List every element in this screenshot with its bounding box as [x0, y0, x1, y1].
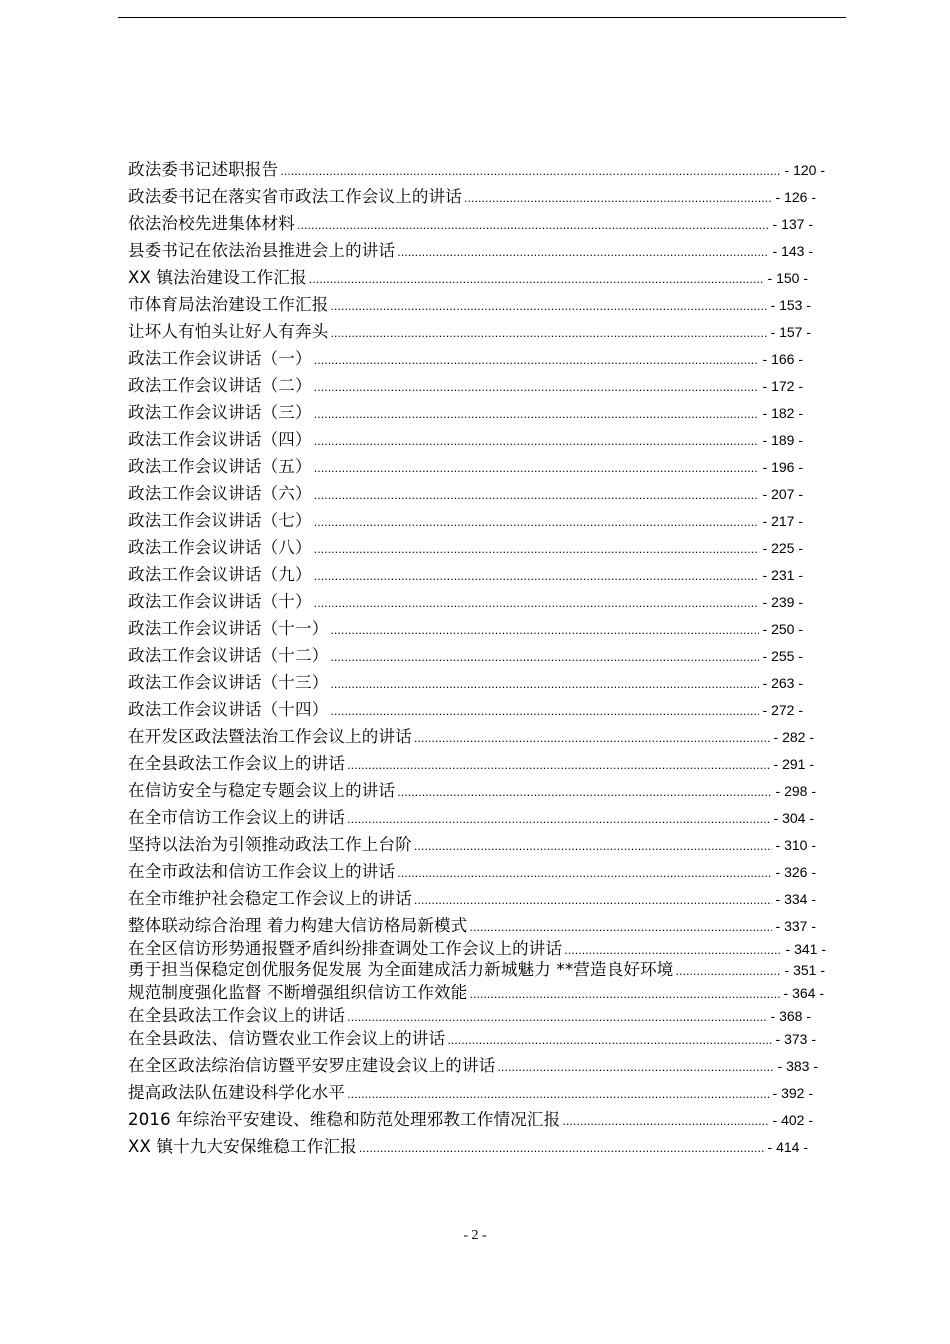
- toc-entry[interactable]: [128, 239, 813, 263]
- toc-entry-page: - 351 -: [784, 962, 825, 978]
- toc-entry-page: - 250 -: [762, 621, 803, 637]
- toc-dot-leader: [414, 727, 770, 751]
- toc-entry-title: 2016 年综治平安建设、维稳和防范处理邪教工作情况汇报: [128, 1110, 561, 1129]
- toc-entry-title: 在全县政法工作会议上的讲话: [128, 1006, 346, 1025]
- toc-entry-title: 让坏人有怕头让好人有奔头: [128, 322, 329, 341]
- toc-entry[interactable]: [128, 212, 813, 236]
- toc-entry-page: - 207 -: [762, 486, 803, 502]
- toc-entry[interactable]: [128, 509, 803, 533]
- toc-entry[interactable]: [128, 374, 803, 398]
- toc-entry-title: 坚持以法治为引领推动政法工作上台阶: [128, 835, 412, 854]
- toc-entry-page: - 255 -: [762, 648, 803, 664]
- toc-entry-title: 在全区信访形势通报暨矛盾纠纷排查调处工作会议上的讲话: [128, 939, 563, 958]
- toc-entry-title: 县委书记在依法治县推进会上的讲话: [128, 241, 396, 260]
- toc-dot-leader: [314, 538, 759, 562]
- toc-dot-leader: [309, 268, 764, 292]
- toc-dot-leader: [347, 808, 769, 832]
- toc-dot-leader: [314, 403, 759, 427]
- toc-entry-title: 政法工作会议讲话（五）: [128, 457, 312, 476]
- toc-entry-title: 整体联动综合治理 着力构建大信访格局新模式: [128, 916, 468, 935]
- toc-entry[interactable]: [128, 293, 811, 317]
- toc-entry-title: 政法委书记在落实省市政法工作会议上的讲话: [128, 187, 462, 206]
- toc-entry-title: XX 镇法治建设工作汇报: [128, 268, 307, 287]
- toc-dot-leader: [330, 673, 758, 697]
- toc-entry[interactable]: [128, 644, 803, 668]
- toc-dot-leader: [347, 1083, 768, 1107]
- toc-dot-leader: [359, 1137, 764, 1161]
- toc-entry-page: - 414 -: [767, 1139, 808, 1155]
- toc-dot-leader: [297, 214, 769, 238]
- toc-entry-title: 在全市维护社会稳定工作会议上的讲话: [128, 889, 412, 908]
- toc-entry[interactable]: [128, 320, 811, 344]
- toc-entry[interactable]: [128, 887, 816, 911]
- toc-entry-page: - 298 -: [775, 783, 816, 799]
- toc-entry-title: 政法工作会议讲话（十二）: [128, 646, 329, 665]
- toc-dot-leader: [314, 430, 759, 454]
- toc-entry-title: 在开发区政法暨法治工作会议上的讲话: [128, 727, 412, 746]
- toc-entry-page: - 120 -: [784, 162, 825, 178]
- toc-dot-leader: [397, 862, 771, 886]
- toc-entry-title: 政法工作会议讲话（二）: [128, 376, 312, 395]
- toc-entry[interactable]: [128, 266, 808, 290]
- toc-entry-page: - 196 -: [762, 459, 803, 475]
- toc-entry-page: - 239 -: [762, 594, 803, 610]
- toc-entry[interactable]: [128, 779, 816, 803]
- toc-entry-title: 依法治校先进集体材料: [128, 214, 295, 233]
- toc-dot-leader: [397, 781, 771, 805]
- toc-entry-title: 政法委书记述职报告: [128, 160, 279, 179]
- toc-entry[interactable]: [128, 1027, 816, 1051]
- toc-dot-leader: [314, 376, 759, 400]
- toc-entry-page: - 383 -: [777, 1058, 818, 1074]
- toc-entry-title: 提高政法队伍建设科学化水平: [128, 1083, 346, 1102]
- toc-entry-title: 政法工作会议讲话（一）: [128, 349, 312, 368]
- toc-entry[interactable]: [128, 958, 825, 982]
- toc-entry[interactable]: [128, 590, 803, 614]
- toc-entry-title: 政法工作会议讲话（七）: [128, 511, 312, 530]
- toc-dot-leader: [397, 241, 768, 265]
- toc-entry-page: - 225 -: [762, 540, 803, 556]
- toc-entry-page: - 310 -: [775, 837, 816, 853]
- toc-entry[interactable]: [128, 536, 803, 560]
- toc-entry-page: - 182 -: [762, 405, 803, 421]
- toc-entry-page: - 153 -: [770, 297, 811, 313]
- toc-entry-title: 在信访安全与稳定专题会议上的讲话: [128, 781, 396, 800]
- toc-entry[interactable]: [128, 158, 825, 182]
- toc-dot-leader: [330, 295, 766, 319]
- toc-entry-title: 政法工作会议讲话（十三）: [128, 673, 329, 692]
- toc-entry[interactable]: [128, 1004, 811, 1028]
- toc-entry-title: 市体育局法治建设工作汇报: [128, 295, 329, 314]
- toc-entry-title: 政法工作会议讲话（三）: [128, 403, 312, 422]
- toc-dot-leader: [414, 889, 772, 913]
- toc-entry[interactable]: [128, 482, 803, 506]
- toc-entry[interactable]: [128, 1108, 813, 1132]
- toc-dot-leader: [414, 835, 772, 859]
- toc-dot-leader: [330, 700, 758, 724]
- toc-entry[interactable]: [128, 752, 814, 776]
- toc-entry-page: - 126 -: [775, 189, 816, 205]
- toc-entry[interactable]: [128, 860, 816, 884]
- toc-entry-title: 在全市政法和信访工作会议上的讲话: [128, 862, 396, 881]
- toc-entry-title: 政法工作会议讲话（十一）: [128, 619, 329, 638]
- toc-entry[interactable]: [128, 833, 816, 857]
- toc-entry-page: - 172 -: [762, 378, 803, 394]
- toc-entry-title: 政法工作会议讲话（六）: [128, 484, 312, 503]
- toc-entry[interactable]: [128, 1135, 808, 1159]
- toc-dot-leader: [330, 322, 766, 346]
- toc-entry[interactable]: [128, 1081, 813, 1105]
- toc-entry-page: - 291 -: [773, 756, 814, 772]
- toc-entry-page: - 364 -: [783, 985, 824, 1001]
- toc-dot-leader: [314, 484, 759, 508]
- toc-dot-leader: [314, 457, 759, 481]
- toc-entry-title: 政法工作会议讲话（九）: [128, 565, 312, 584]
- toc-dot-leader: [314, 592, 759, 616]
- toc-entry[interactable]: [128, 401, 803, 425]
- toc-entry-page: - 341 -: [785, 941, 826, 957]
- toc-entry[interactable]: [128, 455, 803, 479]
- toc-entry[interactable]: [128, 671, 803, 695]
- toc-entry-page: - 143 -: [772, 243, 813, 259]
- toc-entry-title: 在全县政法、信访暨农业工作会议上的讲话: [128, 1029, 446, 1048]
- toc-dot-leader: [562, 1110, 768, 1134]
- toc-entry[interactable]: [128, 698, 803, 722]
- toc-entry[interactable]: [128, 914, 816, 938]
- toc-entry-page: - 231 -: [762, 567, 803, 583]
- toc-entry-page: - 263 -: [762, 675, 803, 691]
- toc-entry-title: 在全区政法综治信访暨平安罗庄建设会议上的讲话: [128, 1056, 496, 1075]
- toc-dot-leader: [447, 1029, 771, 1053]
- toc-entry[interactable]: [128, 1054, 818, 1078]
- toc-entry[interactable]: [128, 428, 803, 452]
- toc-dot-leader: [314, 565, 759, 589]
- toc-entry-page: - 282 -: [773, 729, 814, 745]
- toc-dot-leader: [464, 187, 772, 211]
- toc-entry[interactable]: [128, 347, 803, 371]
- toc-entry-title: 规范制度强化监督 不断增强组织信访工作效能: [128, 983, 468, 1002]
- toc-entry-title: XX 镇十九大安保维稳工作汇报: [128, 1137, 357, 1156]
- toc-entry-page: - 304 -: [773, 810, 814, 826]
- toc-dot-leader: [347, 754, 769, 778]
- toc-entry-page: - 337 -: [775, 918, 816, 934]
- toc-dot-leader: [330, 619, 758, 643]
- toc-dot-leader: [330, 646, 758, 670]
- toc-entry-title: 政法工作会议讲话（四）: [128, 430, 312, 449]
- toc-entry-title: 在全县政法工作会议上的讲话: [128, 754, 346, 773]
- toc-entry[interactable]: [128, 185, 816, 209]
- toc-entry[interactable]: [128, 981, 824, 1005]
- toc-entry-page: - 326 -: [775, 864, 816, 880]
- toc-entry-page: - 402 -: [772, 1112, 813, 1128]
- toc-entry[interactable]: [128, 617, 803, 641]
- toc-entry-title: 政法工作会议讲话（十四）: [128, 700, 329, 719]
- toc-entry-page: - 373 -: [775, 1031, 816, 1047]
- toc-entry-page: - 157 -: [770, 324, 811, 340]
- toc-entry-title: 政法工作会议讲话（十）: [128, 592, 312, 611]
- toc-entry-title: 勇于担当保稳定创优服务促发展 为全面建成活力新城魅力 **营造良好环境: [128, 960, 674, 979]
- page-number: - 2 -: [463, 1228, 487, 1243]
- toc-dot-leader: [280, 160, 780, 184]
- toc-entry-title: 政法工作会议讲话（八）: [128, 538, 312, 557]
- toc-entry-title: 在全市信访工作会议上的讲话: [128, 808, 346, 827]
- toc-dot-leader: [314, 349, 759, 373]
- toc-entry-page: - 166 -: [762, 351, 803, 367]
- toc-entry-page: - 137 -: [772, 216, 813, 232]
- toc-entry[interactable]: [128, 806, 814, 830]
- toc-entry-page: - 150 -: [767, 270, 808, 286]
- toc-entry-page: - 189 -: [762, 432, 803, 448]
- toc-dot-leader: [497, 1056, 773, 1080]
- toc-entry[interactable]: [128, 725, 814, 749]
- toc-entry-page: - 272 -: [762, 702, 803, 718]
- toc-entry-page: - 217 -: [762, 513, 803, 529]
- toc-entry-page: - 392 -: [772, 1085, 813, 1101]
- header-rule: [118, 17, 846, 18]
- toc-entry-page: - 368 -: [770, 1008, 811, 1024]
- toc-entry-page: - 334 -: [775, 891, 816, 907]
- toc-dot-leader: [314, 511, 759, 535]
- toc-entry[interactable]: [128, 563, 803, 587]
